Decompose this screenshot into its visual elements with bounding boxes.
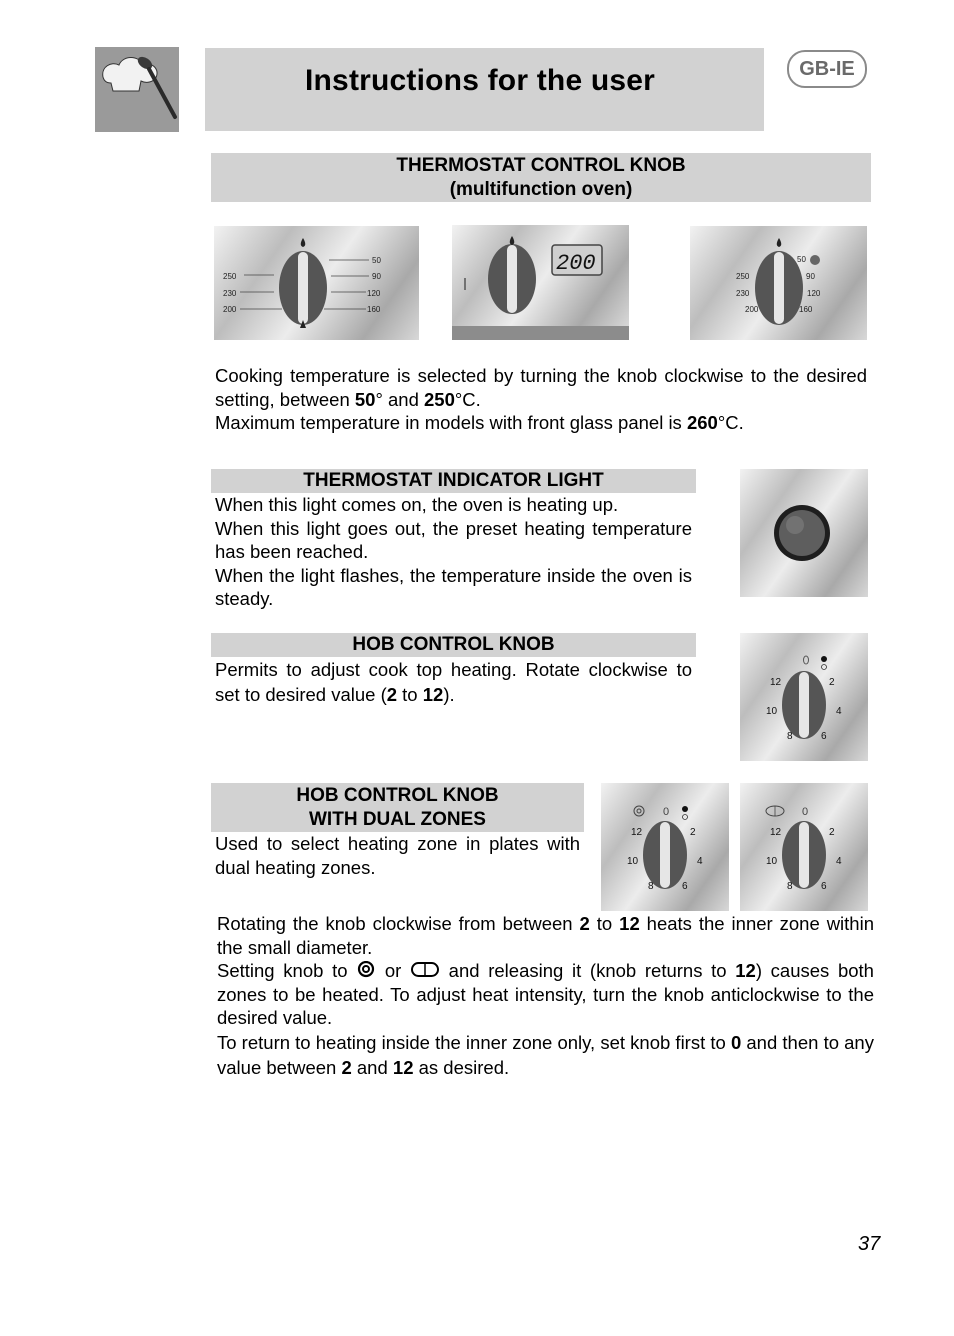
dual-zone-knob-photo-2: [740, 783, 868, 911]
text-span: or: [376, 960, 410, 981]
text-span: to: [589, 913, 620, 934]
scale-left-200: 200: [745, 305, 759, 314]
value-2: 2: [341, 1056, 352, 1078]
max-temp: 250: [424, 388, 455, 410]
indicator-light-icon: [740, 469, 868, 597]
glass-temp: 260: [686, 412, 718, 433]
scale-2: 2: [829, 677, 835, 688]
text-span: heats the inner zone within the small diameter.: [217, 913, 874, 958]
dual-zone-paragraph: Used to select heating zone in plates with dual heating zones.: [215, 833, 580, 878]
scale-4: 4: [836, 856, 842, 867]
thermostat-knob-heading-line1: THERMOSTAT CONTROL KNOB: [396, 155, 686, 176]
page-number: 37: [858, 1233, 881, 1255]
scale-2: 2: [690, 827, 696, 838]
value-0: 0: [730, 1031, 742, 1053]
scale-12: 12: [770, 827, 782, 838]
thermostat-knob-display-icon: [452, 225, 629, 326]
scale-left-250: 250: [223, 272, 237, 281]
indicator-line-3: When the light flashes, the temperature inside the oven is steady.: [215, 564, 692, 609]
language-badge: GB-IE: [787, 50, 867, 88]
thermostat-knob-photo-1: [214, 226, 419, 340]
scale-12: 12: [631, 827, 643, 838]
scale-right-120: 120: [367, 289, 381, 298]
dual-zone-p2: [217, 959, 874, 1030]
glass-panel-paragraph: [215, 411, 867, 435]
indicator-light-photo: [740, 469, 868, 597]
scale-6: 6: [682, 881, 688, 892]
scale-right-120: 120: [807, 289, 821, 298]
text-span: Maximum temperature in models with front glass panel is: [215, 412, 687, 433]
text-span: ).: [443, 684, 455, 705]
dual-zone-p3: [217, 1030, 874, 1080]
text-span: Permits to adjust cook top heating. Rotate clockwise to set to desired value (: [215, 659, 692, 705]
thermostat-knob-photo-2: [452, 225, 629, 340]
dual-zone-text: [215, 832, 580, 879]
text-span: ) causes both zones to be heated. To adjust heat intensity, turn the knob anticlockwise to the desired value.: [217, 960, 874, 1028]
text-span: and then to any value between: [217, 1031, 874, 1078]
text-span: °C.: [454, 388, 481, 410]
thermostat-knob-icon: [214, 226, 419, 340]
hob-knob-icon: [740, 633, 868, 761]
scale-2: 2: [829, 827, 835, 838]
thermostat-knob-light-icon: [690, 226, 867, 340]
hob-max: 12: [422, 684, 444, 705]
scale-10: 10: [766, 856, 778, 867]
hob-knob-paragraph: [215, 657, 692, 707]
hob-knob-photo: [740, 633, 868, 761]
value-12: 12: [735, 960, 756, 981]
zero-mark: 0: [802, 806, 809, 818]
value-2: 2: [579, 913, 590, 934]
min-temp: 50: [354, 388, 376, 410]
scale-right-160: 160: [367, 305, 381, 314]
scale-right-90: 90: [372, 272, 381, 281]
dual-zone-heading: [211, 783, 584, 832]
text-span: To return to heating inside the inner zone only, set knob first to: [217, 1031, 731, 1053]
scale-left-230: 230: [223, 289, 237, 298]
thermostat-knob-heading: [211, 153, 871, 202]
spoon-and-chef-hat-icon: [95, 47, 179, 132]
indicator-line-2: When this light goes out, the preset heating temperature has been reached.: [215, 517, 692, 562]
scale-4: 4: [836, 706, 842, 717]
text-span: Rotating the knob clockwise from between: [217, 913, 580, 934]
page-title: Instructions for the user: [305, 64, 656, 97]
scale-6: 6: [821, 881, 827, 892]
brand-logo: [95, 47, 179, 132]
text-span: ° and: [375, 388, 424, 410]
scale-12: 12: [770, 677, 782, 688]
scale-right-90: 90: [806, 272, 815, 281]
value-12: 12: [619, 913, 640, 934]
scale-right-50: 50: [372, 256, 381, 265]
scale-8: 8: [648, 881, 654, 892]
thermostat-knob-text: [215, 364, 867, 435]
scale-right-160: 160: [799, 305, 813, 314]
scale-left-230: 230: [736, 289, 750, 298]
text-span: and: [351, 1056, 393, 1078]
thermostat-range-paragraph: [215, 364, 867, 411]
text-span: and releasing it (knob returns to: [440, 960, 736, 981]
dual-zone-knob-photo-1: [601, 783, 729, 911]
indicator-light-text: [215, 493, 692, 611]
scale-left-200: 200: [223, 305, 237, 314]
text-span: as desired.: [413, 1056, 510, 1078]
dual-zone-knob-icon: [601, 783, 729, 911]
scale-right-50: 50: [797, 255, 806, 264]
zero-mark: 0: [663, 806, 670, 818]
scale-left-250: 250: [736, 272, 750, 281]
dual-zone-heading-line1: HOB CONTROL KNOB: [296, 785, 499, 806]
dual-zone-instructions: [217, 912, 874, 1080]
text-span: to: [397, 684, 423, 705]
hob-min: 2: [386, 684, 398, 705]
scale-10: 10: [627, 856, 639, 867]
indicator-light-heading: THERMOSTAT INDICATOR LIGHT: [211, 469, 696, 493]
oval-zone-knob-icon: [740, 783, 868, 911]
thermostat-knob-heading-line2: (multifunction oven): [449, 179, 633, 200]
scale-8: 8: [787, 881, 793, 892]
text-span: °C.: [717, 412, 744, 433]
text-span: Setting knob to: [217, 960, 357, 981]
value-12: 12: [392, 1056, 414, 1078]
thermostat-knob-photo-3: [690, 226, 867, 340]
dual-circle-zone-icon: [356, 961, 376, 979]
text-span: Cooking temperature is selected by turning the knob clockwise to the desired setting, between: [215, 365, 867, 410]
oval-zone-icon: [410, 961, 440, 979]
hob-knob-heading: HOB CONTROL KNOB: [211, 633, 696, 657]
temperature-display: 200: [556, 251, 596, 276]
dual-zone-heading-line2: WITH DUAL ZONES: [309, 809, 486, 830]
dual-zone-p1: [217, 912, 874, 959]
scale-10: 10: [766, 706, 778, 717]
scale-4: 4: [697, 856, 703, 867]
hob-knob-text: [215, 657, 692, 707]
indicator-line-1: When this light comes on, the oven is heating up.: [215, 494, 619, 515]
scale-8: 8: [787, 731, 793, 742]
scale-6: 6: [821, 731, 827, 742]
